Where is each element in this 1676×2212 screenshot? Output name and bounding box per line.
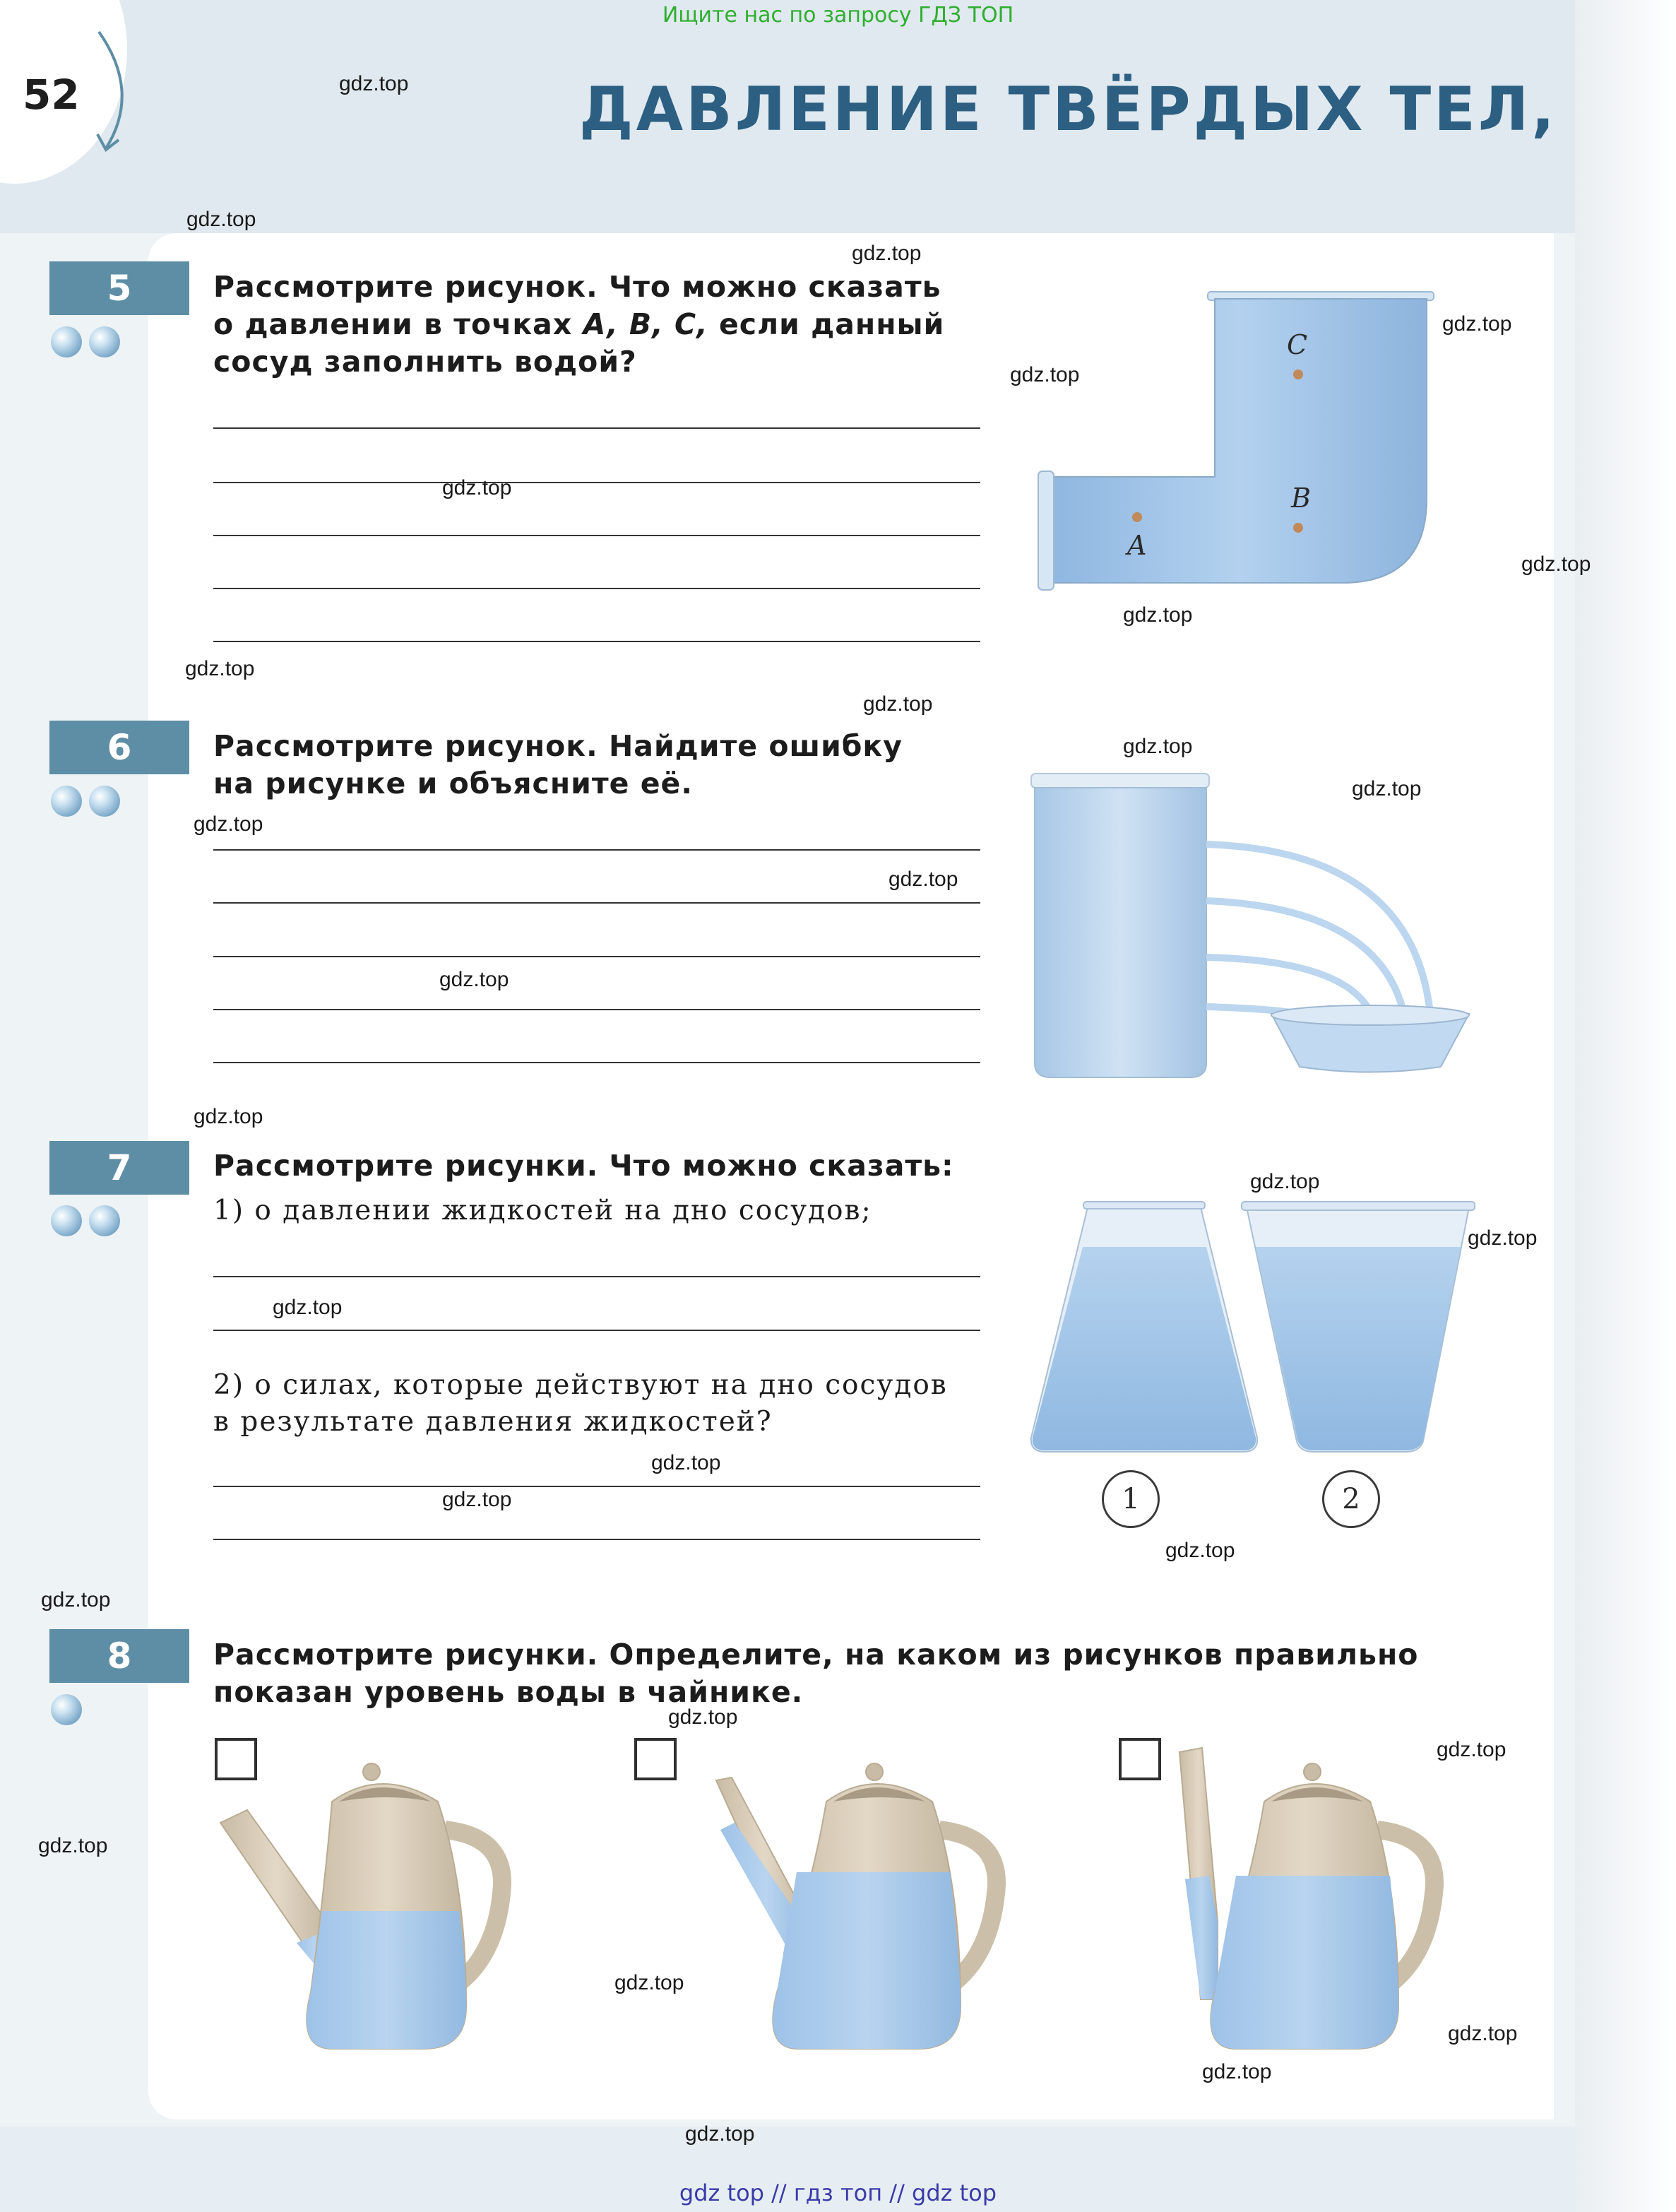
page-edge bbox=[1575, 0, 1676, 2212]
watermark: gdz.top bbox=[185, 657, 255, 680]
watermark: gdz.top bbox=[1250, 1170, 1320, 1193]
task-number-6: 6 bbox=[49, 721, 189, 774]
answer-line[interactable] bbox=[213, 1062, 980, 1063]
watermark: gdz.top bbox=[186, 208, 256, 231]
subquestion-line: 2) о силах, которые действуют на дно сосудов bbox=[213, 1369, 948, 1401]
difficulty-dots bbox=[51, 1694, 82, 1725]
kettle-2-figure bbox=[706, 1752, 1045, 2063]
jets-from-vessel-figure bbox=[1017, 767, 1497, 1092]
watermark: gdz.top bbox=[442, 1488, 512, 1511]
task-7-question: Рассмотрите рисунки. Что можно сказать: bbox=[213, 1149, 954, 1183]
question-line: сосуд заполнить водой? bbox=[213, 345, 637, 379]
watermark: gdz.top bbox=[41, 1588, 111, 1611]
two-vessels-figure bbox=[1017, 1197, 1483, 1459]
question-line: показан уровень воды в чайнике. bbox=[213, 1675, 804, 1709]
answer-line[interactable] bbox=[213, 902, 980, 904]
answer-line[interactable] bbox=[213, 1276, 980, 1277]
task-5-question bbox=[213, 268, 944, 381]
point-label-c: C bbox=[1287, 329, 1308, 360]
difficulty-dot bbox=[51, 786, 82, 817]
vessel-label-1: 1 bbox=[1102, 1470, 1160, 1528]
answer-line[interactable] bbox=[213, 1009, 980, 1010]
answer-line[interactable] bbox=[213, 956, 980, 957]
bottom-banner[interactable]: gdz top // гдз топ // gdz top bbox=[679, 2180, 997, 2206]
answer-line[interactable] bbox=[213, 1330, 980, 1331]
watermark: gdz.top bbox=[1123, 735, 1193, 758]
answer-line[interactable] bbox=[213, 1486, 980, 1487]
watermark: gdz.top bbox=[1521, 552, 1591, 576]
watermark: gdz.top bbox=[1202, 2060, 1272, 2083]
task-6-question bbox=[213, 728, 903, 803]
watermark: gdz.top bbox=[614, 1971, 684, 1994]
task-7-subquestion-1: 1) о давлении жидкостей на дно сосудов; bbox=[213, 1195, 872, 1226]
watermark: gdz.top bbox=[1165, 1539, 1235, 1562]
vessel-label-2: 2 bbox=[1322, 1470, 1380, 1528]
difficulty-dot bbox=[51, 1694, 82, 1725]
watermark: gdz.top bbox=[863, 692, 933, 716]
difficulty-dots bbox=[51, 326, 120, 357]
difficulty-dot bbox=[89, 1205, 120, 1236]
kettle-3-figure bbox=[1172, 1745, 1483, 2063]
task-number-5: 5 bbox=[49, 261, 189, 315]
difficulty-dots bbox=[51, 786, 120, 817]
watermark: gdz.top bbox=[1468, 1226, 1538, 1250]
answer-line[interactable] bbox=[213, 535, 980, 536]
task-number-8: 8 bbox=[49, 1629, 189, 1683]
question-line: Рассмотрите рисунки. Определите, на каком из рисунков правильно bbox=[213, 1638, 1419, 1672]
l-shaped-vessel-figure bbox=[1031, 279, 1455, 604]
difficulty-dot bbox=[89, 786, 120, 817]
question-line: на рисунке и объясните её. bbox=[213, 767, 693, 800]
answer-line[interactable] bbox=[213, 427, 980, 429]
watermark: gdz.top bbox=[852, 242, 922, 265]
watermark: gdz.top bbox=[1437, 1738, 1506, 1761]
watermark: gdz.top bbox=[1442, 312, 1512, 336]
kettle-1-figure bbox=[212, 1752, 579, 2063]
question-line: Рассмотрите рисунок. Что можно сказать bbox=[213, 270, 941, 304]
watermark: gdz.top bbox=[1010, 363, 1080, 386]
top-banner[interactable]: Ищите нас по запросу ГДЗ ТОП bbox=[662, 3, 1014, 28]
watermark: gdz.top bbox=[685, 2122, 755, 2146]
answer-line[interactable] bbox=[213, 849, 980, 851]
difficulty-dot bbox=[89, 326, 120, 357]
page-number: 52 bbox=[23, 71, 80, 119]
watermark: gdz.top bbox=[1448, 2022, 1518, 2045]
watermark: gdz.top bbox=[668, 1705, 738, 1729]
answer-line[interactable] bbox=[213, 1539, 980, 1540]
difficulty-dots bbox=[51, 1205, 120, 1236]
difficulty-dot bbox=[51, 1205, 82, 1236]
watermark: gdz.top bbox=[1352, 777, 1422, 800]
kettle-2-checkbox[interactable] bbox=[634, 1738, 677, 1780]
answer-line[interactable] bbox=[213, 482, 980, 483]
watermark: gdz.top bbox=[38, 1834, 108, 1857]
watermark: gdz.top bbox=[273, 1296, 343, 1319]
task-8-question bbox=[213, 1636, 1418, 1711]
question-text: о давлении в точках bbox=[213, 307, 583, 341]
question-points: A, B, C, bbox=[583, 307, 708, 341]
point-label-b: B bbox=[1291, 483, 1311, 514]
watermark: gdz.top bbox=[194, 1105, 263, 1128]
answer-line[interactable] bbox=[213, 641, 980, 642]
task-number-7: 7 bbox=[49, 1141, 189, 1195]
difficulty-dot bbox=[51, 326, 82, 357]
subquestion-line: в результате давления жидкостей? bbox=[213, 1406, 773, 1438]
corner-arrow-icon bbox=[85, 28, 141, 155]
question-text: если данный bbox=[708, 307, 945, 341]
point-label-a: A bbox=[1127, 530, 1147, 561]
watermark: gdz.top bbox=[1123, 603, 1193, 627]
watermark: gdz.top bbox=[194, 812, 263, 836]
watermark: gdz.top bbox=[888, 868, 958, 891]
chapter-title: ДАВЛЕНИЕ ТВЁРДЫХ ТЕЛ, bbox=[579, 74, 1557, 145]
question-line: Рассмотрите рисунок. Найдите ошибку bbox=[213, 729, 903, 763]
watermark: gdz.top bbox=[651, 1451, 721, 1474]
watermark: gdz.top bbox=[339, 72, 409, 95]
watermark: gdz.top bbox=[442, 476, 512, 499]
question-line bbox=[213, 306, 944, 343]
answer-line[interactable] bbox=[213, 588, 980, 589]
kettle-3-checkbox[interactable] bbox=[1119, 1738, 1161, 1780]
watermark: gdz.top bbox=[439, 968, 509, 991]
task-7-subquestion-2 bbox=[213, 1367, 948, 1441]
